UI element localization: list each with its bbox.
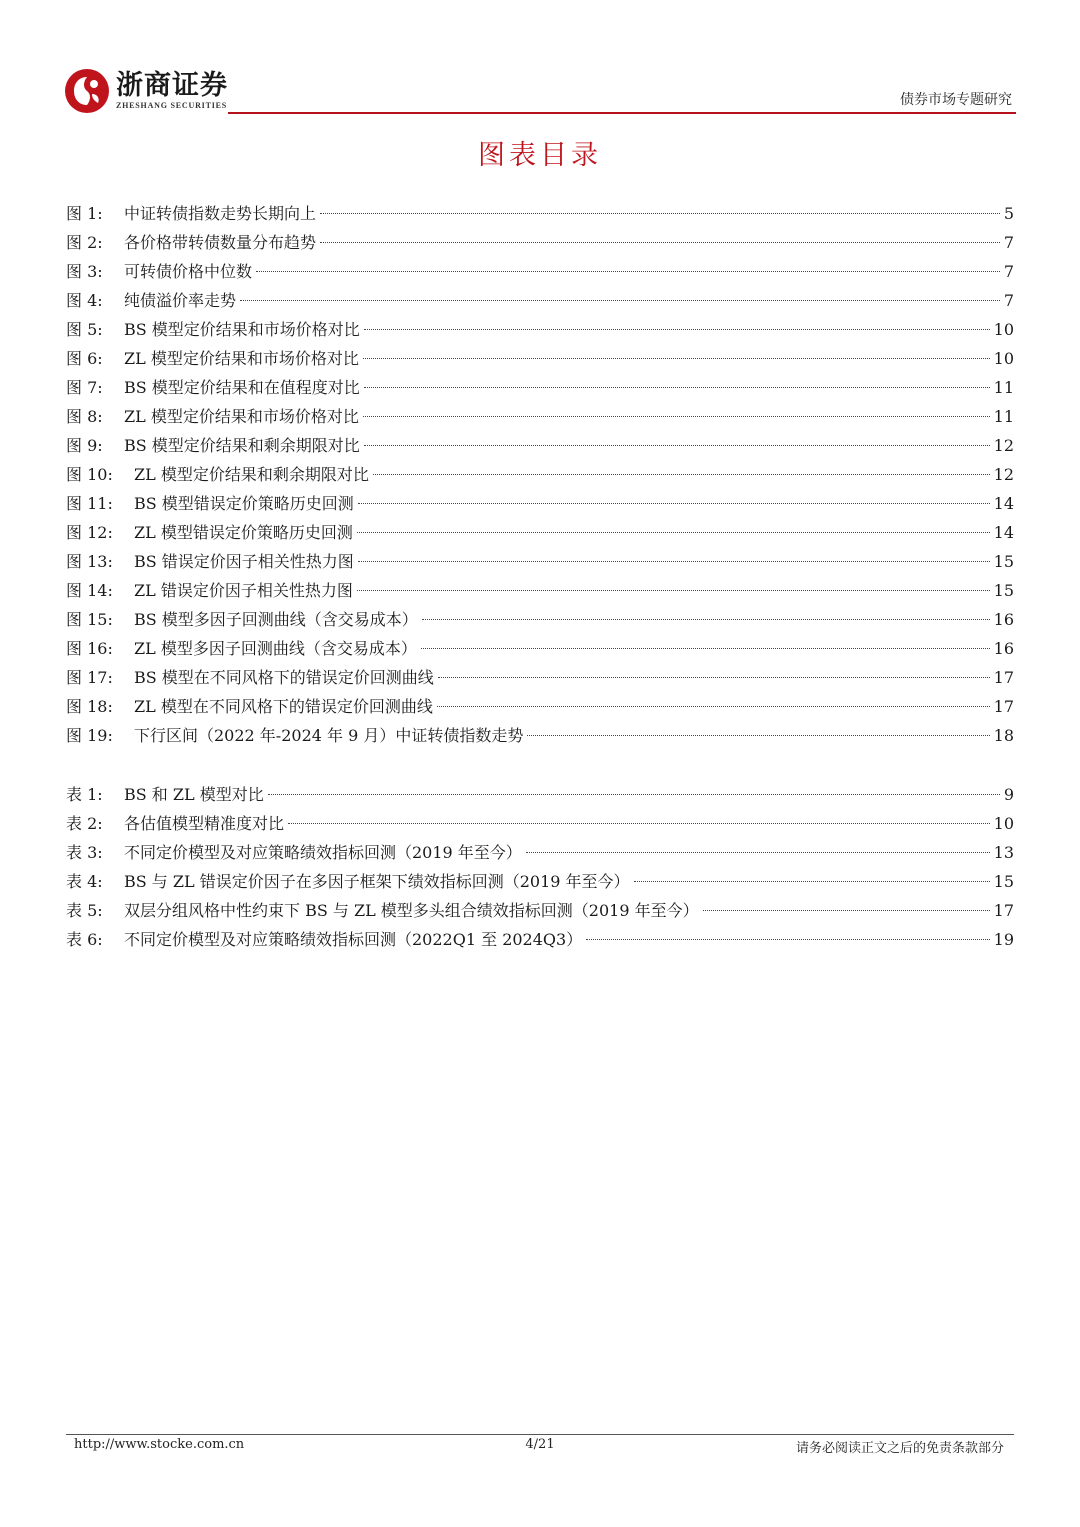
entry-page: 12 bbox=[993, 465, 1014, 484]
entry-page: 7 bbox=[1003, 291, 1014, 310]
figure-entry[interactable] bbox=[66, 286, 1014, 315]
entry-number: 表 3: bbox=[66, 843, 103, 862]
entry-title: 双层分组风格中性约束下 BS 与 ZL 模型多头组合绩效指标回测（2019 年至今） bbox=[124, 901, 699, 920]
entry-page: 16 bbox=[993, 610, 1014, 629]
page-header bbox=[64, 62, 1016, 118]
dot-leader bbox=[357, 590, 990, 591]
entry-title: BS 模型错误定价策略历史回测 bbox=[134, 494, 354, 513]
entry-page: 13 bbox=[993, 843, 1014, 862]
disclaimer-note: 请务必阅读正文之后的免责条款部分 bbox=[795, 1441, 1004, 1456]
dot-leader bbox=[373, 474, 990, 475]
figure-entry[interactable] bbox=[66, 692, 1014, 721]
entry-page: 19 bbox=[993, 930, 1014, 949]
dot-leader bbox=[357, 532, 990, 533]
entry-page: 17 bbox=[993, 901, 1014, 920]
entry-number: 图 5: bbox=[66, 320, 103, 339]
dot-leader bbox=[364, 445, 990, 446]
entry-number: 图 2: bbox=[66, 233, 103, 252]
entry-page: 10 bbox=[993, 320, 1014, 339]
dot-leader bbox=[320, 213, 1000, 214]
entry-number: 图 18: bbox=[66, 697, 113, 716]
zheshang-logo-icon bbox=[64, 68, 110, 114]
entry-title: BS 模型定价结果和在值程度对比 bbox=[124, 378, 360, 397]
dot-leader bbox=[363, 416, 990, 417]
entry-title: 中证转债指数走势长期向上 bbox=[124, 204, 317, 223]
figure-entry[interactable] bbox=[66, 576, 1014, 605]
company-logo bbox=[64, 68, 228, 114]
footer-rule bbox=[66, 1434, 1014, 1435]
entry-number: 图 16: bbox=[66, 639, 113, 658]
page-footer bbox=[66, 1437, 1014, 1457]
entry-title: 可转债价格中位数 bbox=[124, 262, 253, 281]
page-number: 4/21 bbox=[525, 1437, 555, 1452]
figure-entry[interactable] bbox=[66, 547, 1014, 576]
entry-number: 图 9: bbox=[66, 436, 103, 455]
figure-entry[interactable] bbox=[66, 721, 1014, 750]
entry-page: 5 bbox=[1003, 204, 1014, 223]
entry-title: ZL 模型定价结果和市场价格对比 bbox=[124, 407, 359, 426]
entry-page: 18 bbox=[993, 726, 1014, 745]
entry-title: ZL 模型错误定价策略历史回测 bbox=[134, 523, 353, 542]
figure-entry[interactable] bbox=[66, 460, 1014, 489]
entry-page: 14 bbox=[993, 523, 1014, 542]
entry-page: 16 bbox=[993, 639, 1014, 658]
brand-name-cn: 浙商证券 bbox=[116, 70, 228, 101]
dot-leader bbox=[527, 735, 989, 736]
entry-title: BS 与 ZL 错误定价因子在多因子框架下绩效指标回测（2019 年至今） bbox=[124, 872, 630, 891]
entry-number: 图 3: bbox=[66, 262, 103, 281]
entry-title: 不同定价模型及对应策略绩效指标回测（2022Q1 至 2024Q3） bbox=[124, 930, 583, 949]
figure-entry[interactable] bbox=[66, 634, 1014, 663]
header-rule bbox=[228, 112, 1016, 114]
entry-number: 图 17: bbox=[66, 668, 113, 687]
entry-title: 各估值模型精准度对比 bbox=[124, 814, 285, 833]
entry-page: 15 bbox=[993, 552, 1014, 571]
table-entry[interactable] bbox=[66, 925, 1014, 954]
entry-title: ZL 错误定价因子相关性热力图 bbox=[134, 581, 353, 600]
entry-page: 11 bbox=[993, 407, 1014, 426]
entry-page: 12 bbox=[993, 436, 1014, 455]
entry-number: 图 15: bbox=[66, 610, 113, 629]
entry-number: 表 5: bbox=[66, 901, 103, 920]
table-entry[interactable] bbox=[66, 838, 1014, 867]
dot-leader bbox=[364, 387, 990, 388]
entry-number: 图 12: bbox=[66, 523, 113, 542]
entry-page: 10 bbox=[993, 349, 1014, 368]
entry-title: ZL 模型定价结果和市场价格对比 bbox=[124, 349, 359, 368]
report-section-label: 债券市场专题研究 bbox=[900, 92, 1012, 108]
entry-title: ZL 模型在不同风格下的错误定价回测曲线 bbox=[134, 697, 433, 716]
entry-page: 17 bbox=[993, 697, 1014, 716]
entry-title: BS 模型定价结果和剩余期限对比 bbox=[124, 436, 360, 455]
brand-name-en: ZHESHANG SECURITIES bbox=[116, 101, 228, 110]
figure-entry[interactable] bbox=[66, 257, 1014, 286]
figure-entry[interactable] bbox=[66, 402, 1014, 431]
entry-title: 不同定价模型及对应策略绩效指标回测（2019 年至今） bbox=[124, 843, 522, 862]
dot-leader bbox=[634, 881, 990, 882]
entry-number: 表 2: bbox=[66, 814, 103, 833]
dot-leader bbox=[256, 271, 1000, 272]
entry-number: 表 6: bbox=[66, 930, 103, 949]
dot-leader bbox=[358, 561, 990, 562]
figure-entry[interactable] bbox=[66, 489, 1014, 518]
dot-leader bbox=[320, 242, 1000, 243]
entry-number: 图 11: bbox=[66, 494, 113, 513]
dot-leader bbox=[364, 329, 990, 330]
entry-number: 图 4: bbox=[66, 291, 103, 310]
figure-entry[interactable] bbox=[66, 344, 1014, 373]
dot-leader bbox=[240, 300, 1000, 301]
entry-page: 7 bbox=[1003, 262, 1014, 281]
entry-title: BS 模型定价结果和市场价格对比 bbox=[124, 320, 360, 339]
entry-number: 图 14: bbox=[66, 581, 113, 600]
entry-page: 9 bbox=[1003, 785, 1014, 804]
entry-title: BS 错误定价因子相关性热力图 bbox=[134, 552, 354, 571]
entry-page: 15 bbox=[993, 581, 1014, 600]
table-list bbox=[66, 780, 1014, 954]
entry-number: 表 1: bbox=[66, 785, 103, 804]
entry-number: 图 7: bbox=[66, 378, 103, 397]
dot-leader bbox=[358, 503, 990, 504]
figure-entry[interactable] bbox=[66, 431, 1014, 460]
entry-number: 图 8: bbox=[66, 407, 103, 426]
entry-title: 各价格带转债数量分布趋势 bbox=[124, 233, 317, 252]
entry-title: ZL 模型定价结果和剩余期限对比 bbox=[134, 465, 369, 484]
entry-number: 表 4: bbox=[66, 872, 103, 891]
entry-page: 7 bbox=[1003, 233, 1014, 252]
entry-page: 17 bbox=[993, 668, 1014, 687]
dot-leader bbox=[586, 939, 989, 940]
entry-title: 下行区间（2022 年-2024 年 9 月）中证转债指数走势 bbox=[134, 726, 524, 745]
entry-number: 图 10: bbox=[66, 465, 113, 484]
figure-entry[interactable] bbox=[66, 315, 1014, 344]
entry-title: 纯债溢价率走势 bbox=[124, 291, 237, 310]
entry-number: 图 19: bbox=[66, 726, 113, 745]
figure-entry[interactable] bbox=[66, 663, 1014, 692]
entry-title: BS 模型多因子回测曲线（含交易成本） bbox=[134, 610, 418, 629]
entry-number: 图 6: bbox=[66, 349, 103, 368]
entry-number: 图 1: bbox=[66, 204, 103, 223]
dot-leader bbox=[363, 358, 990, 359]
entry-title: BS 模型在不同风格下的错误定价回测曲线 bbox=[134, 668, 434, 687]
dot-leader bbox=[268, 794, 1000, 795]
table-entry[interactable] bbox=[66, 809, 1014, 838]
dot-leader bbox=[703, 910, 990, 911]
figure-entry[interactable] bbox=[66, 605, 1014, 634]
entry-page: 10 bbox=[993, 814, 1014, 833]
entry-page: 15 bbox=[993, 872, 1014, 891]
table-entry[interactable] bbox=[66, 867, 1014, 896]
dot-leader bbox=[437, 706, 990, 707]
table-entry[interactable] bbox=[66, 896, 1014, 925]
dot-leader bbox=[421, 648, 990, 649]
figure-entry[interactable] bbox=[66, 228, 1014, 257]
entry-title: BS 和 ZL 模型对比 bbox=[124, 785, 264, 804]
dot-leader bbox=[288, 823, 990, 824]
entry-number: 图 13: bbox=[66, 552, 113, 571]
entry-page: 11 bbox=[993, 378, 1014, 397]
figure-entry[interactable] bbox=[66, 518, 1014, 547]
dot-leader bbox=[422, 619, 990, 620]
footer-url[interactable]: http://www.stocke.com.cn bbox=[74, 1437, 245, 1452]
figure-entry[interactable] bbox=[66, 373, 1014, 402]
dot-leader bbox=[526, 852, 990, 853]
table-entry[interactable] bbox=[66, 780, 1014, 809]
figure-entry[interactable] bbox=[66, 199, 1014, 228]
entry-title: ZL 模型多因子回测曲线（含交易成本） bbox=[134, 639, 417, 658]
entry-page: 14 bbox=[993, 494, 1014, 513]
dot-leader bbox=[438, 677, 990, 678]
page-title: 图表目录 bbox=[478, 140, 602, 171]
figure-list bbox=[66, 199, 1014, 750]
